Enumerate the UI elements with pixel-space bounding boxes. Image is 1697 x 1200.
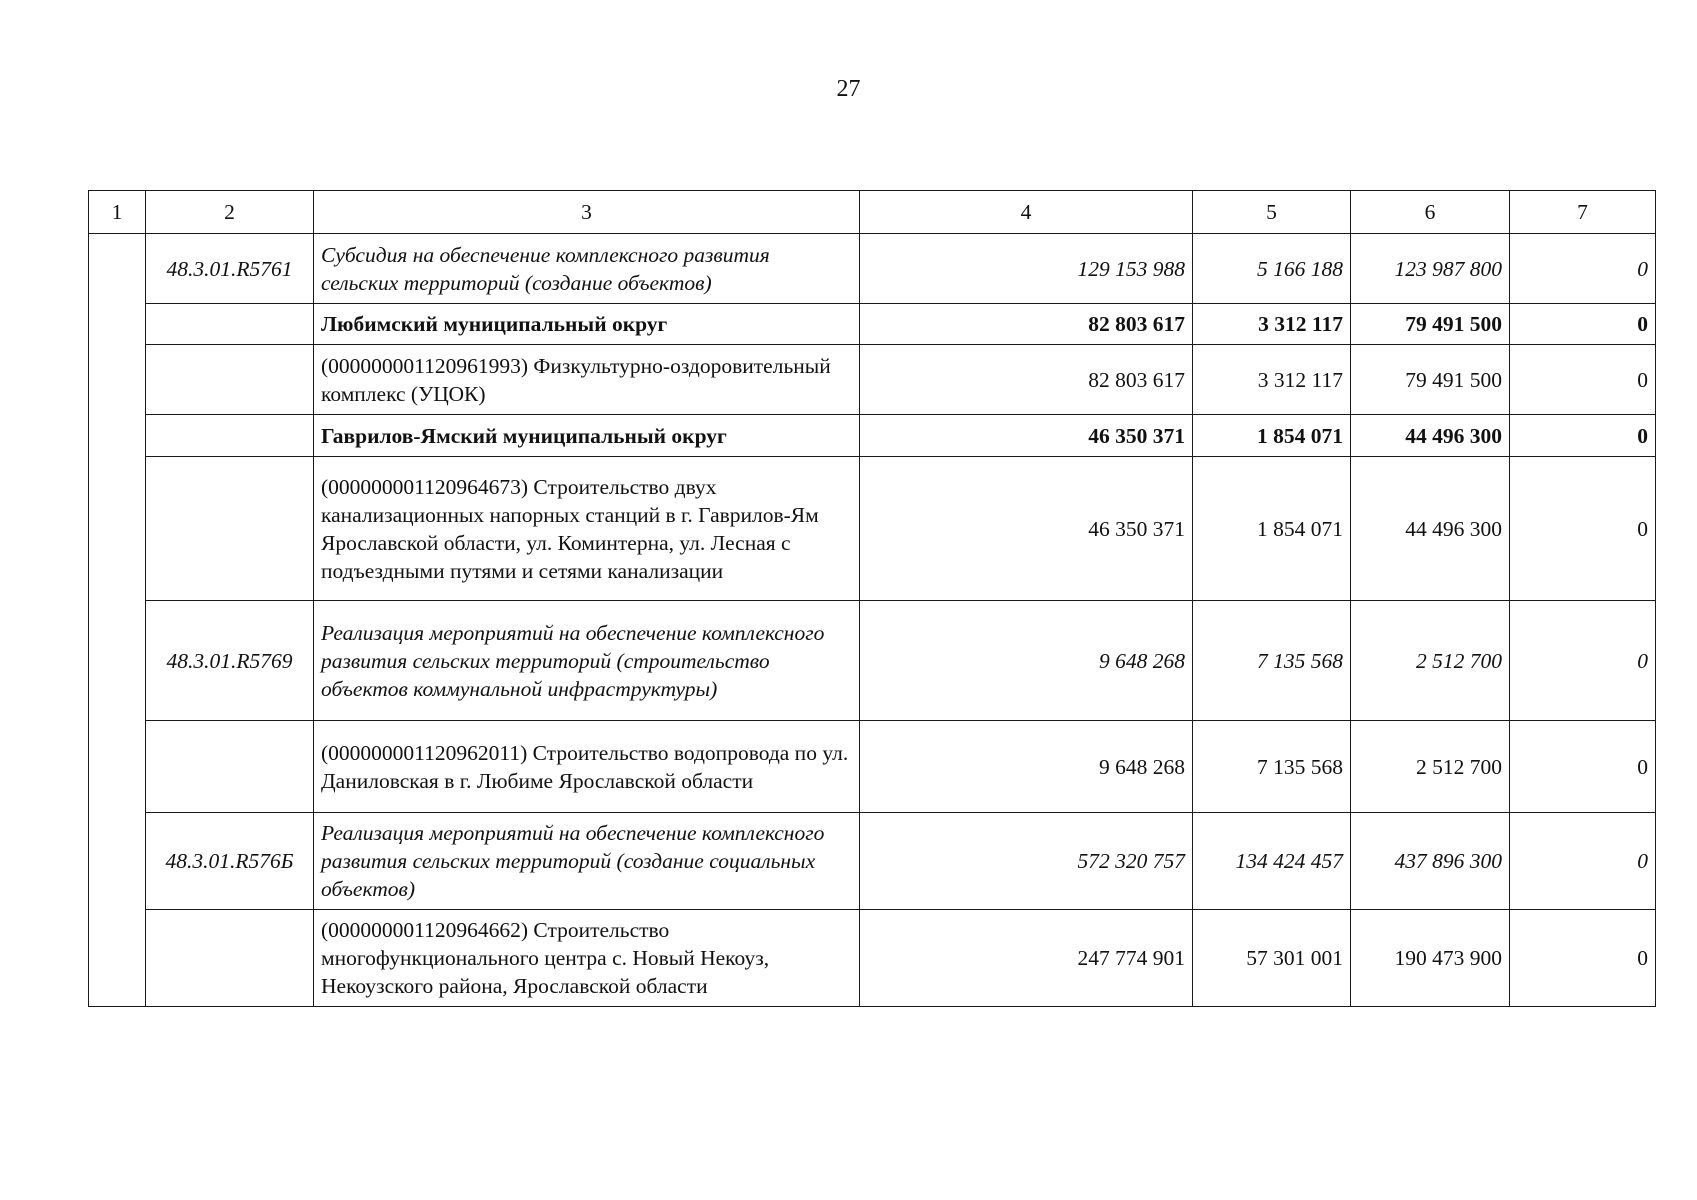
cell-code bbox=[146, 345, 314, 415]
cell-code bbox=[146, 721, 314, 813]
cell-col5: 5 166 188 bbox=[1193, 234, 1351, 304]
budget-table bbox=[88, 190, 1656, 1007]
cell-col7: 0 bbox=[1510, 910, 1656, 1007]
cell-col5: 7 135 568 bbox=[1193, 721, 1351, 813]
cell-code: 48.3.01.R5761 bbox=[146, 234, 314, 304]
header-cell-1: 1 bbox=[89, 191, 146, 234]
cell-name: Реализация мероприятий на обеспечение комплексного развития сельских территорий (строительство объектов коммунальной инфраструктуры) bbox=[314, 601, 860, 721]
cell-col6: 2 512 700 bbox=[1351, 601, 1510, 721]
cell-col4: 46 350 371 bbox=[860, 415, 1193, 457]
cell-col5: 134 424 457 bbox=[1193, 813, 1351, 910]
header-row bbox=[89, 191, 1656, 234]
table-row bbox=[89, 721, 1656, 813]
cell-name: Любимский муниципальный округ bbox=[314, 304, 860, 345]
cell-col4: 129 153 988 bbox=[860, 234, 1193, 304]
table-row bbox=[89, 457, 1656, 601]
header-cell-7: 7 bbox=[1510, 191, 1656, 234]
cell-name: (000000001120964662) Строительство многофункционального центра с. Новый Некоуз, Некоузского района, Ярославской области bbox=[314, 910, 860, 1007]
cell-col7: 0 bbox=[1510, 345, 1656, 415]
cell-col1-merged bbox=[89, 234, 146, 1007]
cell-col4: 572 320 757 bbox=[860, 813, 1193, 910]
cell-col6: 44 496 300 bbox=[1351, 457, 1510, 601]
cell-col4: 9 648 268 bbox=[860, 721, 1193, 813]
cell-col6: 79 491 500 bbox=[1351, 304, 1510, 345]
cell-col6: 2 512 700 bbox=[1351, 721, 1510, 813]
cell-col6: 79 491 500 bbox=[1351, 345, 1510, 415]
cell-code: 48.3.01.R576Б bbox=[146, 813, 314, 910]
cell-col7: 0 bbox=[1510, 304, 1656, 345]
table-row bbox=[89, 234, 1656, 304]
table-row bbox=[89, 813, 1656, 910]
cell-col7: 0 bbox=[1510, 721, 1656, 813]
cell-col7: 0 bbox=[1510, 415, 1656, 457]
cell-col6: 190 473 900 bbox=[1351, 910, 1510, 1007]
cell-col4: 46 350 371 bbox=[860, 457, 1193, 601]
cell-name: (000000001120962011) Строительство водопровода по ул. Даниловская в г. Любиме Ярославской области bbox=[314, 721, 860, 813]
cell-code bbox=[146, 304, 314, 345]
table-row bbox=[89, 304, 1656, 345]
table-row bbox=[89, 910, 1656, 1007]
table-row bbox=[89, 415, 1656, 457]
cell-col5: 3 312 117 bbox=[1193, 345, 1351, 415]
cell-col5: 57 301 001 bbox=[1193, 910, 1351, 1007]
cell-name: (000000001120964673) Строительство двух канализационных напорных станций в г. Гаврилов-Ям Ярославской области, ул. Коминтерна, ул. Лесная с подъездными путями и сетями канализации bbox=[314, 457, 860, 601]
cell-col7: 0 bbox=[1510, 234, 1656, 304]
cell-col4: 82 803 617 bbox=[860, 304, 1193, 345]
header-cell-6: 6 bbox=[1351, 191, 1510, 234]
header-cell-4: 4 bbox=[860, 191, 1193, 234]
header-cell-2: 2 bbox=[146, 191, 314, 234]
cell-col4: 247 774 901 bbox=[860, 910, 1193, 1007]
table-row bbox=[89, 345, 1656, 415]
header-cell-3: 3 bbox=[314, 191, 860, 234]
cell-col5: 1 854 071 bbox=[1193, 457, 1351, 601]
cell-col4: 82 803 617 bbox=[860, 345, 1193, 415]
cell-col7: 0 bbox=[1510, 601, 1656, 721]
cell-col5: 7 135 568 bbox=[1193, 601, 1351, 721]
cell-code bbox=[146, 415, 314, 457]
header-cell-5: 5 bbox=[1193, 191, 1351, 234]
cell-name: Реализация мероприятий на обеспечение комплексного развития сельских территорий (создание социальных объектов) bbox=[314, 813, 860, 910]
cell-name: Субсидия на обеспечение комплексного развития сельских территорий (создание объектов) bbox=[314, 234, 860, 304]
cell-col6: 437 896 300 bbox=[1351, 813, 1510, 910]
cell-col6: 123 987 800 bbox=[1351, 234, 1510, 304]
cell-name: Гаврилов-Ямский муниципальный округ bbox=[314, 415, 860, 457]
cell-col6: 44 496 300 bbox=[1351, 415, 1510, 457]
table-body bbox=[89, 191, 1656, 1007]
cell-col5: 1 854 071 bbox=[1193, 415, 1351, 457]
cell-code: 48.3.01.R5769 bbox=[146, 601, 314, 721]
cell-col5: 3 312 117 bbox=[1193, 304, 1351, 345]
page-number: 27 bbox=[836, 76, 861, 102]
cell-col4: 9 648 268 bbox=[860, 601, 1193, 721]
cell-code bbox=[146, 910, 314, 1007]
cell-code bbox=[146, 457, 314, 601]
cell-name: (000000001120961993) Физкультурно-оздоровительный комплекс (УЦОК) bbox=[314, 345, 860, 415]
cell-col7: 0 bbox=[1510, 457, 1656, 601]
cell-col7: 0 bbox=[1510, 813, 1656, 910]
table-row bbox=[89, 601, 1656, 721]
